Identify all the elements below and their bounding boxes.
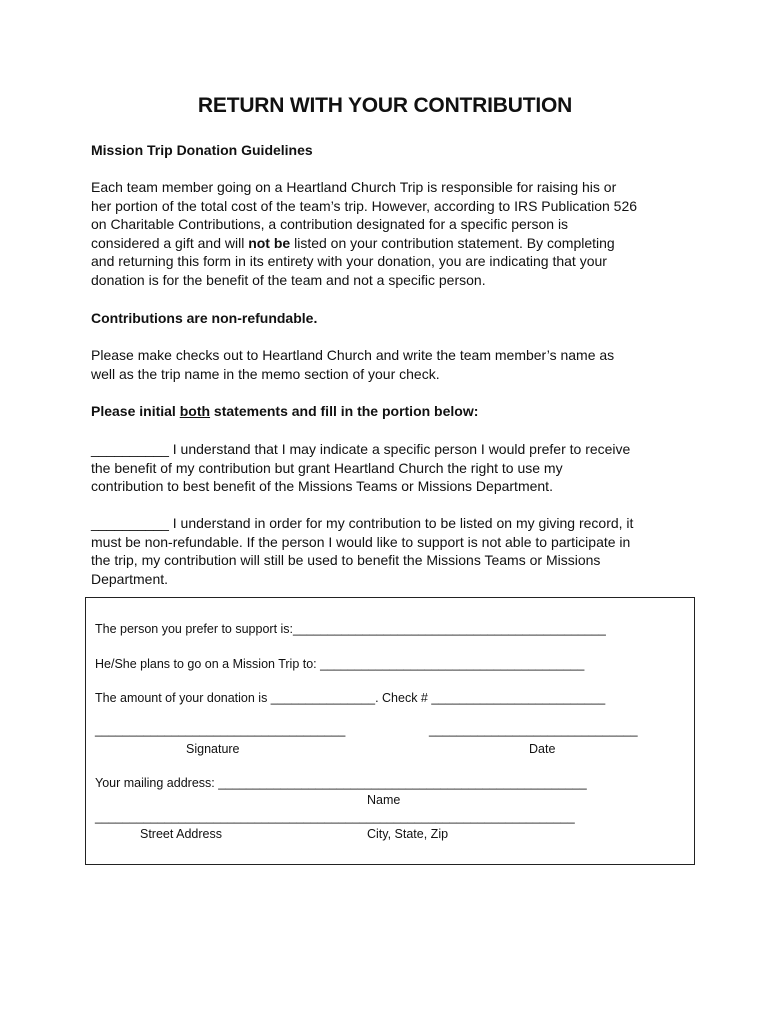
guidelines-heading: Mission Trip Donation Guidelines <box>91 142 313 158</box>
mission-trip-field[interactable]: He/She plans to go on a Mission Trip to: ______________________________________ <box>95 657 585 671</box>
donation-amount-field[interactable]: The amount of your donation is _______________. Check # _________________________ <box>95 691 606 705</box>
date-field[interactable]: ______________________________ <box>429 723 638 737</box>
guidelines-text: considered a gift and will <box>91 234 249 251</box>
statement-two-line: must be non-refundable. If the person I would like to support is not able to participate in <box>91 533 631 550</box>
guidelines-line: Each team member going on a Heartland Church Trip is responsible for raising his or <box>91 179 617 195</box>
date-label: Date <box>529 742 556 756</box>
support-person-field[interactable]: The person you prefer to support is:_____________________________________________ <box>95 622 606 636</box>
not-be-emphasis: not be <box>248 234 291 251</box>
statement-two[interactable] <box>91 514 691 588</box>
statement-one-line: __________ I understand that I may indicate a specific person I would prefer to receive <box>91 441 631 457</box>
guidelines-line: on Charitable Contributions, a contribution designated for a specific person is <box>91 216 569 233</box>
street-address-label: Street Address <box>140 827 222 841</box>
non-refundable-heading: Contributions are non-refundable. <box>91 310 318 326</box>
donation-details-box <box>85 597 695 865</box>
city-state-zip-label: City, State, Zip <box>367 827 449 841</box>
guidelines-paragraph <box>91 178 691 290</box>
page-title: RETURN WITH YOUR CONTRIBUTION <box>197 94 573 117</box>
statement-one-line: the benefit of my contribution but grant Heartland Church the right to use my <box>91 459 563 476</box>
initial-heading <box>91 403 478 419</box>
guidelines-text: listed on your contribution statement. By completing <box>290 234 615 251</box>
guidelines-line: and returning this form in its entirety with your donation, you are indicating that your <box>91 253 607 270</box>
guidelines-line: her portion of the total cost of the team’s trip. However, according to IRS Publication 526 <box>91 197 638 214</box>
checks-line: Please make checks out to Heartland Church and write the team member’s name as <box>91 347 615 363</box>
both-emphasis: both <box>179 403 211 419</box>
statement-one[interactable] <box>91 440 691 496</box>
statement-one-line: contribution to best benefit of the Missions Teams or Missions Department. <box>91 478 553 495</box>
signature-field[interactable]: ____________________________________ <box>95 723 346 737</box>
initial-heading-text: statements and fill in the portion below: <box>210 403 479 419</box>
signature-label: Signature <box>186 742 240 756</box>
street-address-field[interactable]: _____________________________________________________________________ <box>95 810 575 824</box>
statement-two-line: Department. <box>91 570 169 587</box>
statement-two-line: the trip, my contribution will still be used to benefit the Missions Teams or Missions <box>91 552 601 569</box>
initial-heading-text: Please initial <box>91 403 180 419</box>
checks-line: well as the trip name in the memo section of your check. <box>91 365 440 382</box>
statement-two-line: __________ I understand in order for my contribution to be listed on my giving record, it <box>91 515 634 531</box>
name-label: Name <box>367 793 401 807</box>
guidelines-line: donation is for the benefit of the team and not a specific person. <box>91 271 486 288</box>
mailing-address-field[interactable]: Your mailing address: _____________________________________________________ <box>95 776 587 790</box>
checks-paragraph <box>91 346 691 383</box>
guidelines-line <box>91 234 691 253</box>
